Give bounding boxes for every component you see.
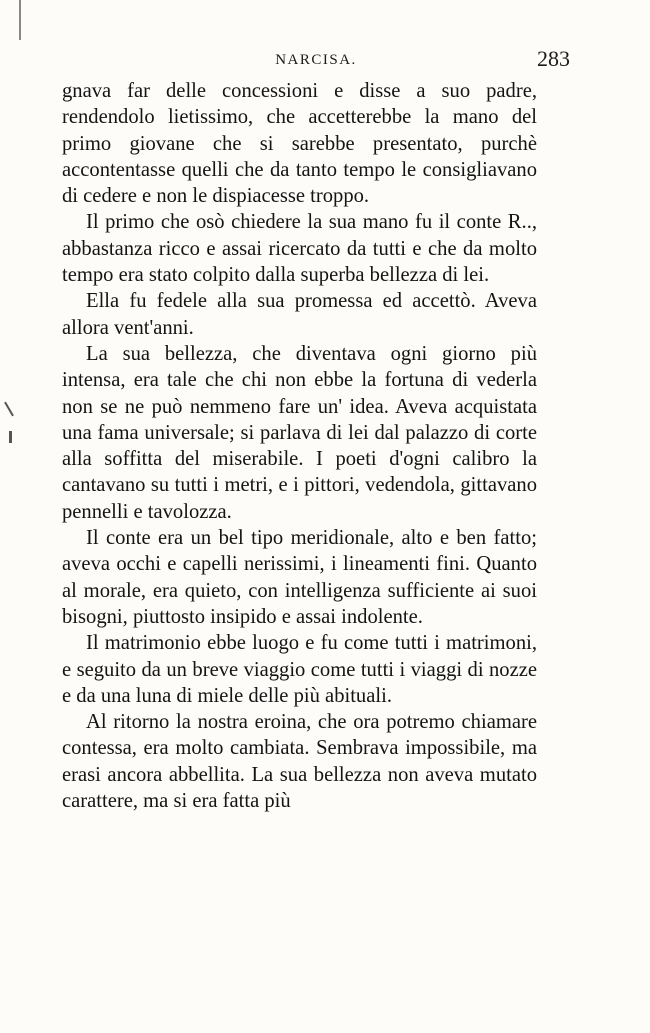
paragraph: Il conte era un bel tipo meridionale, alto e ben fatto; aveva occhi e capelli nerissimi, i lineamenti fini. Quanto al morale, era quieto, con intelligenza sufficiente ai suoi bisogni, piuttosto insipido e assai indolente. [62,527,537,628]
running-header [62,46,570,76]
margin-mark [9,431,12,443]
paragraph: Il primo che osò chiedere la sua mano fu il conte R.., abbastanza ricco e assai ricercato da tutti e che da molto tempo era stato colpito dalla superba bellezza di lei. [62,211,537,287]
paragraph: La sua bellezza, che diventava ogni giorno più intensa, era tale che chi non ebbe la fortuna di vederla non se ne può nemmeno fare un' idea. Aveva acquistata una fama universale; si parlava di lei dal palazzo di corte alla soffitta del miserabile. I poeti d'ogni calibro la cantavano su tutti i metri, e i pittori, vedendola, gittavano pennelli e tavolozza. [62,342,537,523]
paragraph: gnava far delle concessioni e disse a suo padre, rendendolo lietissimo, che accetterebbe la mano del primo giovane che si sarebbe presentato, purchè accontentasse quelli che da tanto tempo le consigliavano di cedere e non le dispiacesse troppo. [62,80,537,208]
margin-mark [4,402,14,417]
body-text [62,78,537,814]
page-number: 283 [537,46,570,71]
margin-mark [19,0,21,40]
paragraph: Ella fu fedele alla sua promessa ed accettò. Aveva allora vent'anni. [62,290,537,339]
paragraph: Al ritorno la nostra eroina, che ora potremo chiamare contessa, era molto cambiata. Sembrava impossibile, ma erasi ancora abbellita. La sua bellezza non aveva mutato carattere, ma si era fatta più [62,711,537,813]
paragraph: Il matrimonio ebbe luogo e fu come tutti i matrimoni, e seguito da un breve viaggio come tutti i viaggi di nozze e da una luna di miele delle più abituali. [62,632,537,707]
running-title: NARCISA. [275,52,357,68]
